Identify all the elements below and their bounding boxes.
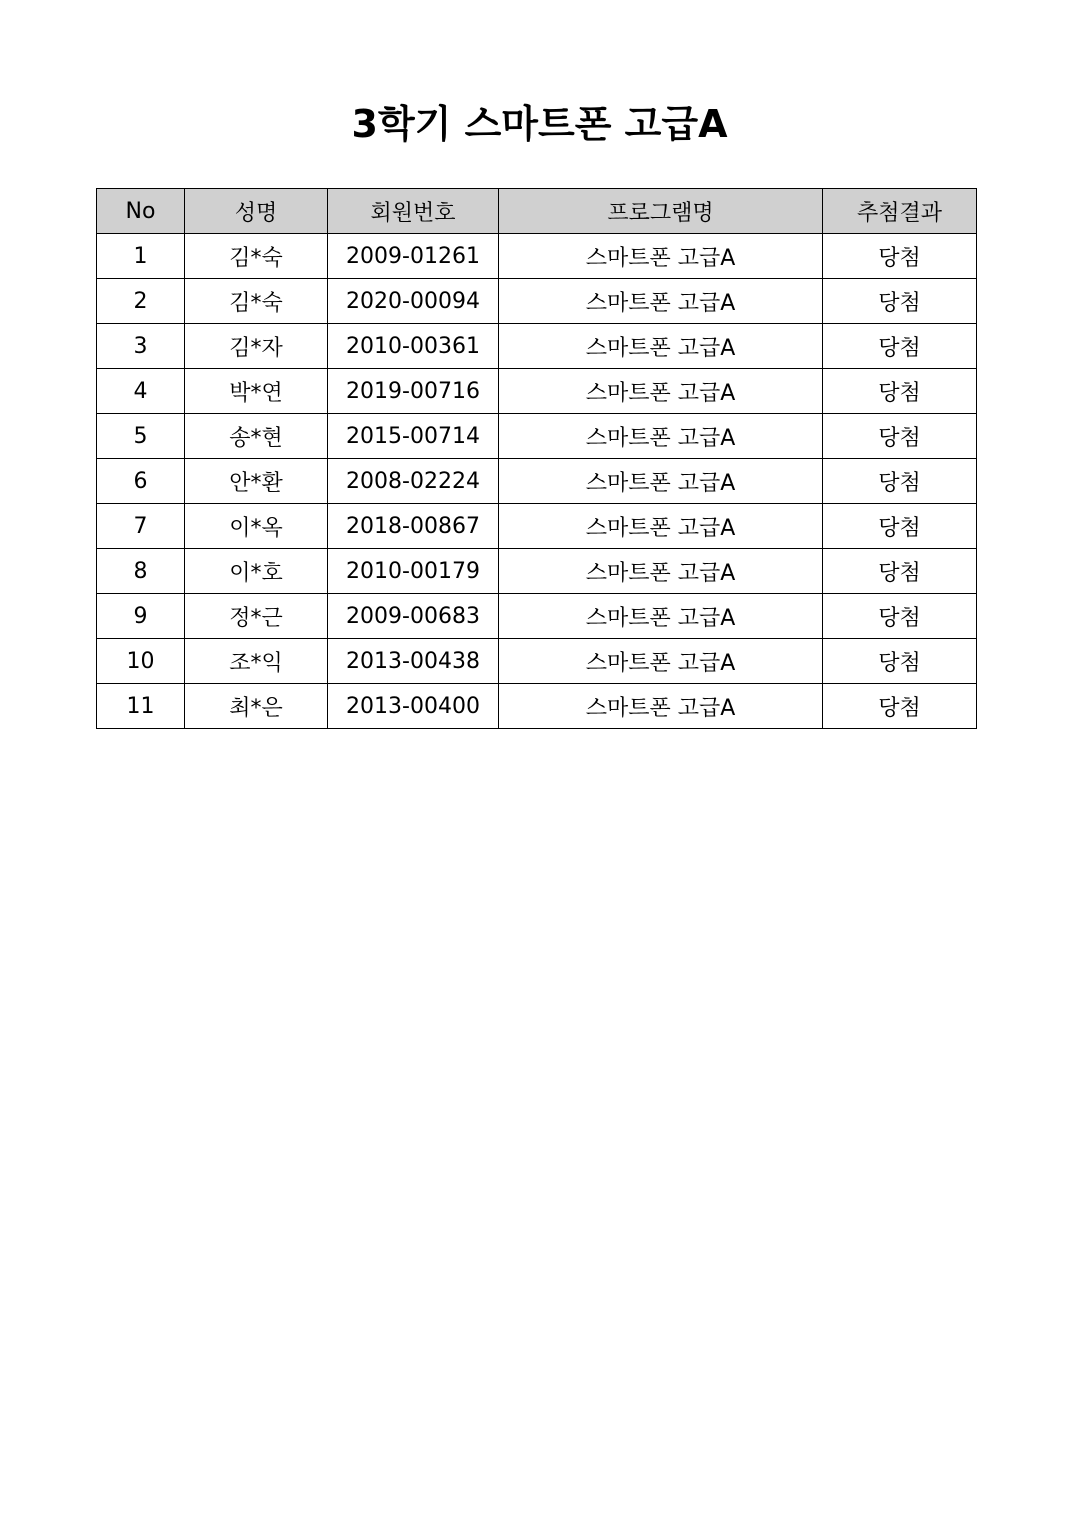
table-body [97,234,977,729]
page-title: 3학기 스마트폰 고급A [351,102,728,146]
cell-no: 3 [97,324,185,369]
cell-program: 스마트폰 고급A [499,684,823,729]
cell-no: 2 [97,279,185,324]
cell-member-id: 2010-00179 [328,549,499,594]
column-header-program: 프로그램명 [499,189,823,234]
cell-member-id: 2013-00438 [328,639,499,684]
column-header-no: No [97,189,185,234]
table-row [97,594,977,639]
cell-no: 8 [97,549,185,594]
cell-name: 김*자 [185,324,328,369]
cell-program: 스마트폰 고급A [499,504,823,549]
cell-result: 당첨 [823,234,977,279]
cell-member-id: 2013-00400 [328,684,499,729]
cell-member-id: 2008-02224 [328,459,499,504]
cell-result: 당첨 [823,639,977,684]
table-row [97,684,977,729]
column-header-result: 추첨결과 [823,189,977,234]
cell-result: 당첨 [823,459,977,504]
cell-result: 당첨 [823,324,977,369]
cell-no: 10 [97,639,185,684]
table-row [97,459,977,504]
cell-result: 당첨 [823,684,977,729]
cell-name: 최*은 [185,684,328,729]
cell-no: 1 [97,234,185,279]
cell-program: 스마트폰 고급A [499,549,823,594]
lottery-results-table [96,188,977,729]
table-row [97,234,977,279]
cell-no: 11 [97,684,185,729]
cell-member-id: 2015-00714 [328,414,499,459]
cell-program: 스마트폰 고급A [499,234,823,279]
cell-program: 스마트폰 고급A [499,414,823,459]
header-row [97,189,977,234]
cell-result: 당첨 [823,594,977,639]
cell-program: 스마트폰 고급A [499,594,823,639]
cell-member-id: 2018-00867 [328,504,499,549]
cell-name: 이*호 [185,549,328,594]
cell-result: 당첨 [823,369,977,414]
cell-name: 김*숙 [185,279,328,324]
cell-program: 스마트폰 고급A [499,324,823,369]
cell-member-id: 2009-00683 [328,594,499,639]
column-header-member-id: 회원번호 [328,189,499,234]
cell-result: 당첨 [823,504,977,549]
cell-result: 당첨 [823,549,977,594]
cell-name: 송*현 [185,414,328,459]
cell-program: 스마트폰 고급A [499,279,823,324]
cell-program: 스마트폰 고급A [499,369,823,414]
cell-result: 당첨 [823,279,977,324]
table-row [97,279,977,324]
cell-program: 스마트폰 고급A [499,639,823,684]
cell-member-id: 2019-00716 [328,369,499,414]
cell-name: 이*옥 [185,504,328,549]
cell-no: 5 [97,414,185,459]
table-row [97,414,977,459]
cell-program: 스마트폰 고급A [499,459,823,504]
cell-member-id: 2020-00094 [328,279,499,324]
column-header-name: 성명 [185,189,328,234]
cell-no: 7 [97,504,185,549]
cell-result: 당첨 [823,414,977,459]
cell-no: 9 [97,594,185,639]
cell-name: 박*연 [185,369,328,414]
table-header [97,189,977,234]
cell-member-id: 2010-00361 [328,324,499,369]
cell-name: 정*근 [185,594,328,639]
cell-name: 안*환 [185,459,328,504]
table-row [97,504,977,549]
cell-no: 6 [97,459,185,504]
table-row [97,639,977,684]
cell-member-id: 2009-01261 [328,234,499,279]
cell-no: 4 [97,369,185,414]
cell-name: 김*숙 [185,234,328,279]
table-row [97,369,977,414]
table-row [97,324,977,369]
table-row [97,549,977,594]
cell-name: 조*익 [185,639,328,684]
